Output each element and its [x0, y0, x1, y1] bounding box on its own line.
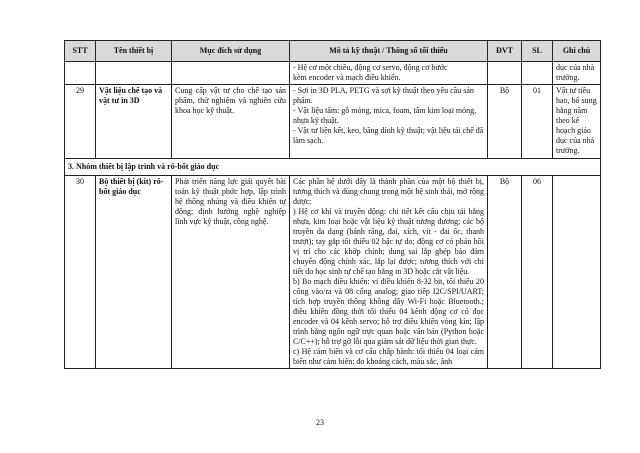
header-spec: Mô tả kỹ thuật / Thông số tối thiểu [290, 41, 488, 62]
table-row-30 [65, 176, 601, 369]
header-stt: STT [65, 41, 96, 62]
row30-spec-line: Các phần hệ dưới đây là thành phần của một bộ thiết bị, tương thích và dùng chung trong một hệ sinh thái, mở rộng được: [293, 177, 484, 206]
row30-spec [290, 176, 488, 369]
row29-qty: 01 [522, 85, 553, 159]
row29-stt: 29 [65, 85, 96, 159]
continuation-note [553, 62, 601, 85]
row30-spec-line: b) Bo mạch điều khiển: vi điều khiển 8-32 bit, tối thiểu 20 cổng vào/ra và 08 cổng analog; giao tiếp I2C/SPI/UART; tích hợp truyền thông không dây Wi-Fi hoặc Bluetooth.; điều khiển đồng thời tối thiểu 04 kênh động cơ có đọc encoder và 04 kênh servo; hỗ trợ điều khiển vòng kín; lập trình bằng ngôn ngữ trực quan hoặc văn bản (Python hoặc C/C++); hỗ trợ gỡ lỗi qua giám sát dữ liệu thời gian thực. [293, 277, 484, 346]
row30-purpose: Phát triển năng lực giải quyết bài toán kỹ thuật phức hợp, lập trình hệ thống nhúng và điều khiển tự động; định hướng nghề nghiệp lĩnh vực kỹ thuật, công nghệ. [172, 176, 290, 369]
table-row-continuation [65, 62, 601, 85]
header-purpose: Mục đích sử dụng [172, 41, 290, 62]
continuation-spec [290, 62, 488, 85]
row29-unit: Bộ [488, 85, 522, 159]
row30-note [553, 176, 601, 369]
row29-spec-line: - Vật liệu tấm: gỗ mỏng, mica, foam, tấm kim loại mỏng, nhựa kỹ thuật. [293, 106, 477, 125]
table-row-29 [65, 85, 601, 159]
table-header-row [65, 41, 601, 62]
page-number: 23 [316, 418, 324, 427]
continuation-spec-line: kèm encoder và mạch điều khiển. [293, 73, 401, 82]
header-qty: SL [522, 41, 553, 62]
row29-spec-line: - Sợi in 3D PLA, PETG và sợi kỹ thuật theo yêu cầu sản phẩm. [293, 86, 474, 105]
continuation-note-line: dục của nhà [556, 63, 595, 72]
row29-purpose: Cung cấp vật tư cho chế tạo sản phẩm, thử nghiệm và nghiên cứu khoa học kỹ thuật. [172, 85, 290, 159]
header-note: Ghi chú [553, 41, 601, 62]
row30-unit: Bộ [488, 176, 522, 369]
row30-spec-line: ) Hệ cơ khí và truyền động: chi tiết kết cấu chịu tải bằng nhựa, kim loại hoặc vật liệu kỹ thuật tương đương; các bộ truyền da dạng (bánh răng, đai, xích, vít - đai ốc, thanh trượt); tay gắp tối thiểu 02 bậc tự do; động cơ có phản hồi vị trí cho các khớp chính; dung sai lắp ghép bảo đảm chuyển động chính xác, lắp lại được; tương thích với chi tiết do học sinh tự chế tạo bằng in 3D hoặc cắt vật liệu. [293, 207, 484, 276]
row30-name: Bộ thiết bị (kit) rô-bốt giáo dục [96, 176, 172, 369]
row30-spec-line: c) Hệ cảm biến và cơ cấu chấp hành: tối thiểu 04 loại cảm biến như cảm biến: đo khoảng cách, màu sắc, ánh [293, 347, 484, 366]
row30-qty: 06 [522, 176, 553, 369]
header-unit: ĐVT [488, 41, 522, 62]
continuation-spec-line: - Hệ cơ một chiều, động cơ servo, động cơ bước [293, 63, 448, 72]
section-row [65, 159, 601, 176]
equipment-spec-table [64, 40, 601, 369]
continuation-note-line: trường. [556, 73, 580, 82]
row30-stt: 30 [65, 176, 96, 369]
header-name: Tên thiết bị [96, 41, 172, 62]
row29-spec-line: - Vật tư liên kết, keo, băng dính kỹ thuật; vật liệu tái chế đã làm sạch. [293, 126, 484, 145]
row29-name: Vật liệu chế tạo và vật tư in 3D [96, 85, 172, 159]
row29-spec [290, 85, 488, 159]
row29-note: Vật tư tiêu hao, bổ sung hằng năm theo kế hoạch giáo dục của nhà trường. [553, 85, 601, 159]
section-title: 3. Nhóm thiết bị lập trình và rô-bốt giáo dục [65, 159, 601, 176]
